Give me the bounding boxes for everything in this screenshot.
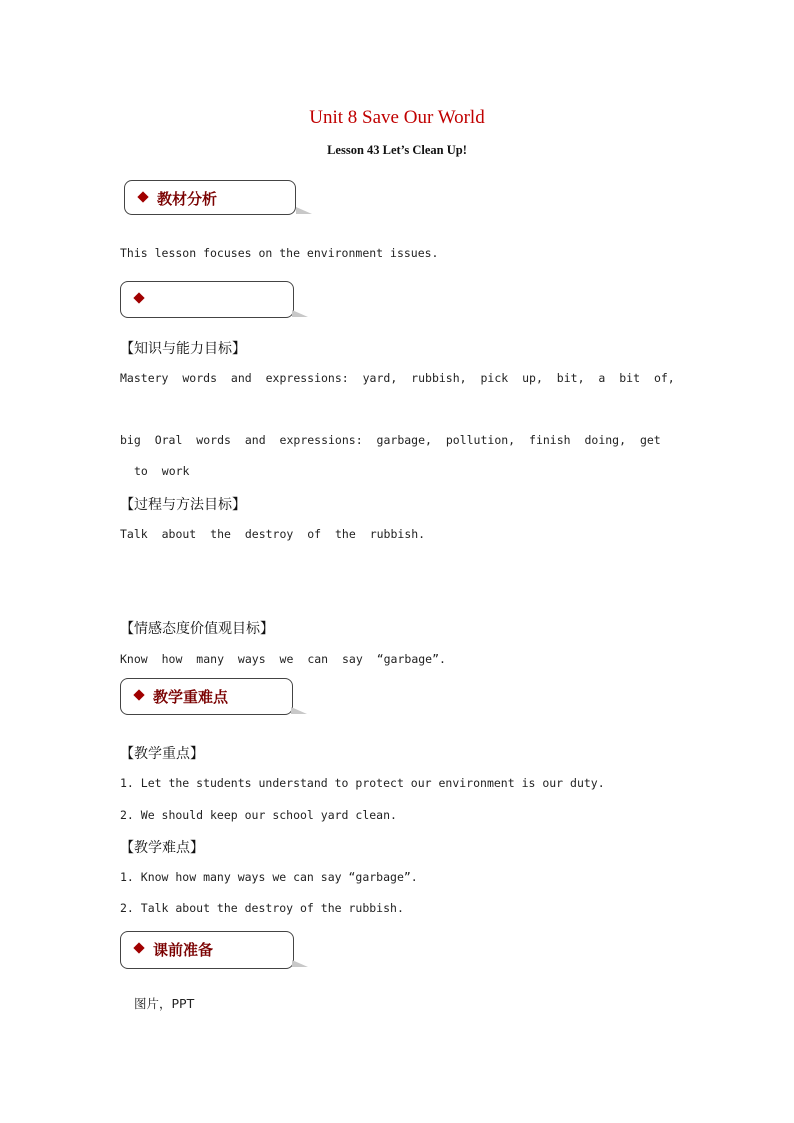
- tab-shadow-icon: [296, 207, 312, 214]
- section-header-keypoints: [120, 678, 293, 715]
- diamond-bullet-icon: [133, 292, 144, 303]
- knowledge-line-3: to work: [134, 464, 190, 478]
- tab-shadow-icon: [292, 310, 308, 317]
- focus-item-2: 2. We should keep our school yard clean.: [120, 808, 397, 822]
- tab-shadow-icon: [291, 707, 307, 714]
- difficulty-item-2: 2. Talk about the destroy of the rubbish.: [120, 901, 404, 915]
- section-header-objectives: [120, 281, 294, 318]
- tab-shadow-icon: [292, 960, 308, 967]
- diamond-bullet-icon: [137, 191, 148, 202]
- section-header-preparation: [120, 931, 294, 969]
- diamond-bullet-icon: [133, 942, 144, 953]
- preparation-text: 图片，PPT: [134, 996, 195, 1011]
- difficulty-label: 【教学难点】: [120, 840, 204, 856]
- knowledge-line-1: Mastery words and expressions: yard, rubbish, pick up, bit, a bit of,: [120, 371, 675, 385]
- document-title: Unit 8 Save Our World: [309, 107, 485, 128]
- diamond-bullet-icon: [133, 689, 144, 700]
- focus-label: 【教学重点】: [120, 746, 204, 762]
- analysis-text: This lesson focuses on the environment issues.: [120, 246, 439, 260]
- section-heading: 教材分析: [157, 190, 218, 208]
- section-heading: 教学重难点: [153, 688, 229, 706]
- process-label: 【过程与方法目标】: [120, 497, 246, 513]
- knowledge-label: 【知识与能力目标】: [120, 341, 246, 357]
- process-text: Talk about the destroy of the rubbish.: [120, 527, 426, 541]
- lesson-subtitle: Lesson 43 Let’s Clean Up!: [327, 143, 467, 157]
- knowledge-line-2: big Oral words and expressions: garbage, pollution, finish doing, get: [120, 433, 661, 447]
- section-header-analysis: [124, 180, 296, 215]
- difficulty-item-1: 1. Know how many ways we can say “garbage”.: [120, 870, 418, 884]
- section-heading: 课前准备: [153, 941, 214, 959]
- emotion-label: 【情感态度价值观目标】: [120, 621, 274, 637]
- focus-item-1: 1. Let the students understand to protect our environment is our duty.: [120, 776, 605, 790]
- emotion-text: Know how many ways we can say “garbage”.: [120, 652, 446, 666]
